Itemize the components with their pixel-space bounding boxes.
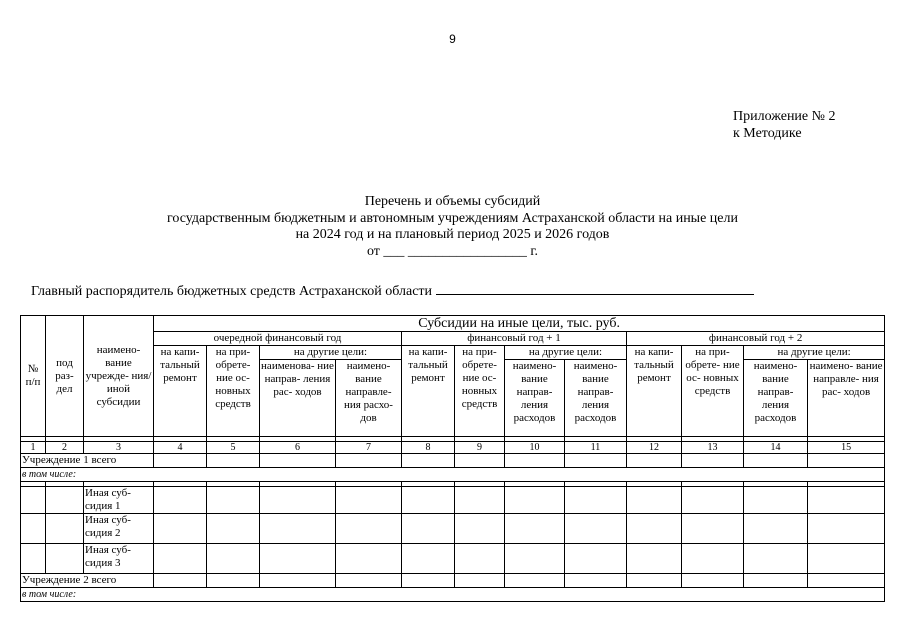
header-subsection: под раз- дел [46,316,84,437]
table-row [21,588,885,602]
header-capital-repair: на капи- тальный ремонт [402,346,455,437]
column-number: 2 [46,442,84,454]
header-expense-direction: наимено- вание направле- ния рас- ходов [808,360,885,437]
column-number: 14 [744,442,808,454]
column-number: 5 [207,442,260,454]
header-year-plus-2: финансовый год + 2 [627,332,885,346]
institution-2-total: Учреждение 2 всего [21,574,154,588]
column-number: 13 [682,442,744,454]
column-number-row [21,442,885,454]
header-year-plus-1: финансовый год + 1 [402,332,627,346]
header-expense-direction: наимено- вание направ- ления расходов [744,360,808,437]
table-row [21,468,885,482]
title-line-3: на 2024 год и на плановый период 2025 и 2026 годов [295,227,610,242]
header-fixed-assets: на при- обрете- ние ос- новных средств [207,346,260,437]
column-number: 15 [808,442,885,454]
table-row [21,574,885,588]
header-subsidies: Субсидии на иные цели, тыс. руб. [154,316,885,332]
column-number: 12 [627,442,682,454]
table-row [21,487,885,514]
header-other-goals: на другие цели: [260,346,402,360]
column-number: 8 [402,442,455,454]
other-subsidy-3: Иная суб- сидия 3 [84,544,154,574]
header-other-goals: на другие цели: [505,346,627,360]
column-number: 3 [84,442,154,454]
column-number: 10 [505,442,565,454]
appendix-line-1: Приложение № 2 [733,109,836,124]
header-number: № п/п [21,316,46,437]
including-label: в том числе: [21,468,885,482]
header-expense-direction: наимено- вание направле- ния расхо- дов [336,360,402,437]
header-fixed-assets: на при- обрете- ние ос- новных средств [455,346,505,437]
other-subsidy-1: Иная суб- сидия 1 [84,487,154,514]
title-line-2: государственным бюджетным и автономным учреждениям Астраханской области на иные цели [166,210,738,226]
table-row [21,454,885,468]
institution-1-total: Учреждение 1 всего [21,454,154,468]
column-number: 7 [336,442,402,454]
header-fixed-assets: на при- обрете- ние ос- новных средств [682,346,744,437]
header-capital-repair: на капи- тальный ремонт [627,346,682,437]
column-number: 11 [565,442,627,454]
page-number: 9 [449,32,456,46]
column-number: 6 [260,442,336,454]
column-number: 4 [154,442,207,454]
header-expense-direction: наимено- вание направ- ления расходов [565,360,627,437]
including-label: в том числе: [21,588,885,602]
header-expense-direction: наименова- ние направ- ления рас- ходов [260,360,336,437]
document-title [0,194,905,260]
header-expense-direction: наимено- вание направ- ления расходов [505,360,565,437]
header-row-1 [21,316,885,332]
table-row [21,514,885,544]
table-row [21,544,885,574]
title-line-1: Перечень и объемы субсидий [364,194,541,209]
budget-manager-blank [436,282,754,295]
header-year-current: очередной финансовый год [154,332,402,346]
title-line-4: от ___ _________________ г. [366,243,539,259]
column-number: 9 [455,442,505,454]
other-subsidy-2: Иная суб- сидия 2 [84,514,154,544]
subsidies-table [20,315,885,602]
header-other-goals: на другие цели: [744,346,885,360]
column-number: 1 [21,442,46,454]
budget-manager-label: Главный распорядитель бюджетных средств Астраханской области [31,284,433,299]
appendix-note [733,108,836,142]
header-capital-repair: на капи- тальный ремонт [154,346,207,437]
appendix-line-2: к Методике [733,126,802,141]
header-institution-name: наимено- вание учрежде- ния/иной субсидии [84,316,154,437]
budget-manager-line [31,282,754,300]
